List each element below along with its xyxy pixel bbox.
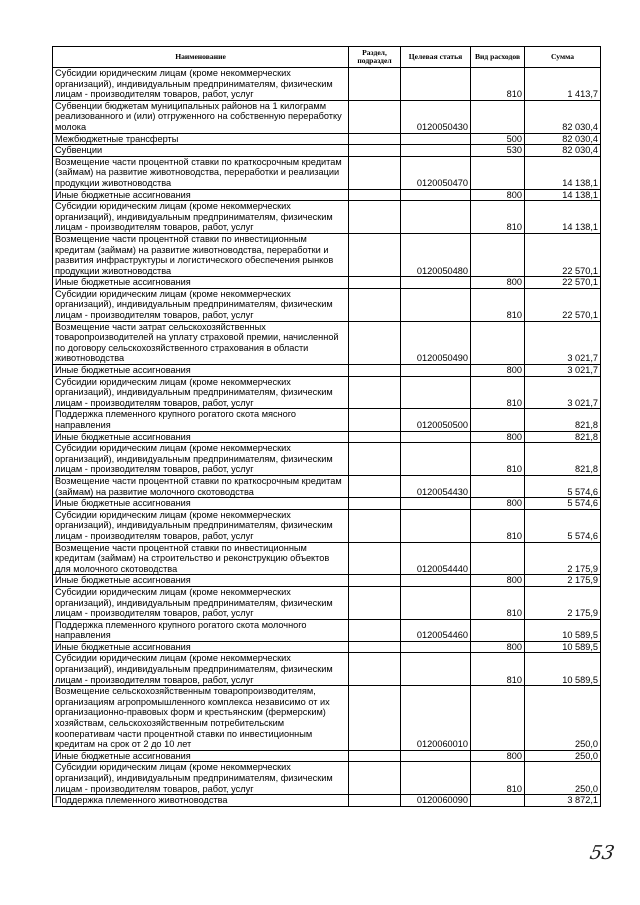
cell-sum: 821,8 <box>525 409 601 431</box>
cell-name: Субвенции бюджетам муниципальных районов на 1 килограмм реализованного и (или) отгруженного на собственную переработку молока <box>53 100 349 133</box>
cell-name: Возмещение части затрат сельскохозяйственных товаропроизводителей на уплату страховой премии, начисленной по договору сельскохозяйственного страхования в области животноводства <box>53 321 349 364</box>
cell-target <box>401 762 471 795</box>
cell-section <box>349 431 401 443</box>
cell-type: 800 <box>471 277 525 289</box>
cell-type: 800 <box>471 750 525 762</box>
cell-sum: 2 175,9 <box>525 542 601 575</box>
cell-name: Иные бюджетные ассигнования <box>53 575 349 587</box>
cell-type: 800 <box>471 365 525 377</box>
cell-name: Возмещение части процентной ставки по краткосрочным кредитам (займам) на развитие молочного скотоводства <box>53 475 349 497</box>
cell-name: Иные бюджетные ассигнования <box>53 365 349 377</box>
cell-name: Субсидии юридическим лицам (кроме некоммерческих организаций), индивидуальным предпринимателям, физическим лицам - производителям товаров, работ, услуг <box>53 376 349 409</box>
cell-name: Возмещение сельскохозяйственным товаропроизводителям, организациям агропромышленного комплекса независимо от их организационно-правовых форм и крестьянским (фермерским) хозяйствам, сельскохозяйственным потребительским кооперативам части процентной ставки по инвестиционным кредитам на срок от 2 до 10 лет <box>53 686 349 751</box>
table-row <box>53 575 601 587</box>
cell-target <box>401 277 471 289</box>
cell-sum: 82 030,4 <box>525 100 601 133</box>
cell-section <box>349 653 401 686</box>
cell-name: Межбюджетные трансферты <box>53 133 349 145</box>
cell-sum: 3 872,1 <box>525 795 601 807</box>
cell-section <box>349 68 401 101</box>
cell-section <box>349 542 401 575</box>
cell-name: Иные бюджетные ассигнования <box>53 431 349 443</box>
cell-type <box>471 795 525 807</box>
cell-type <box>471 409 525 431</box>
cell-sum: 5 574,6 <box>525 509 601 542</box>
cell-sum: 10 589,5 <box>525 641 601 653</box>
table-row <box>53 133 601 145</box>
cell-section <box>349 409 401 431</box>
table-row <box>53 100 601 133</box>
cell-section <box>349 145 401 157</box>
cell-target <box>401 201 471 234</box>
cell-target <box>401 145 471 157</box>
cell-target <box>401 641 471 653</box>
cell-name: Субсидии юридическим лицам (кроме некоммерческих организаций), индивидуальным предпринимателям, физическим лицам - производителям товаров, работ, услуг <box>53 653 349 686</box>
cell-section <box>349 443 401 476</box>
cell-sum: 3 021,7 <box>525 376 601 409</box>
table-row <box>53 277 601 289</box>
table-row <box>53 156 601 189</box>
cell-target <box>401 586 471 619</box>
cell-section <box>349 156 401 189</box>
cell-sum: 250,0 <box>525 750 601 762</box>
cell-sum: 82 030,4 <box>525 145 601 157</box>
cell-type: 810 <box>471 586 525 619</box>
cell-name: Субсидии юридическим лицам (кроме некоммерческих организаций), индивидуальным предпринимателям, физическим лицам - производителям товаров, работ, услуг <box>53 443 349 476</box>
cell-section <box>349 641 401 653</box>
cell-target: 0120050430 <box>401 100 471 133</box>
table-row <box>53 365 601 377</box>
cell-sum: 250,0 <box>525 686 601 751</box>
cell-sum: 22 570,1 <box>525 288 601 321</box>
table-body <box>53 68 601 807</box>
cell-section <box>349 762 401 795</box>
cell-section <box>349 321 401 364</box>
cell-sum: 22 570,1 <box>525 233 601 276</box>
table-header-row <box>53 47 601 68</box>
page-number: 53 <box>588 842 617 864</box>
cell-type <box>471 100 525 133</box>
cell-type <box>471 475 525 497</box>
cell-sum: 2 175,9 <box>525 575 601 587</box>
table-row <box>53 431 601 443</box>
cell-sum: 14 138,1 <box>525 189 601 201</box>
table-row <box>53 475 601 497</box>
cell-target: 0120060090 <box>401 795 471 807</box>
cell-name: Поддержка племенного крупного рогатого скота молочного направления <box>53 619 349 641</box>
cell-type: 800 <box>471 431 525 443</box>
cell-section <box>349 288 401 321</box>
cell-sum: 5 574,6 <box>525 475 601 497</box>
cell-type: 810 <box>471 443 525 476</box>
header-section: Раздел, подраздел <box>349 47 401 68</box>
cell-name: Иные бюджетные ассигнования <box>53 641 349 653</box>
table-row <box>53 443 601 476</box>
cell-target <box>401 498 471 510</box>
header-name: Наименование <box>53 47 349 68</box>
cell-sum: 14 138,1 <box>525 201 601 234</box>
cell-sum: 821,8 <box>525 443 601 476</box>
cell-target <box>401 509 471 542</box>
table-row <box>53 586 601 619</box>
table-row <box>53 762 601 795</box>
table-row <box>53 409 601 431</box>
table-row <box>53 189 601 201</box>
table-row <box>53 68 601 101</box>
header-type: Вид расходов <box>471 47 525 68</box>
table-row <box>53 288 601 321</box>
cell-target: 0120050500 <box>401 409 471 431</box>
cell-section <box>349 795 401 807</box>
cell-name: Субсидии юридическим лицам (кроме некоммерческих организаций), индивидуальным предпринимателям, физическим лицам - производителям товаров, работ, услуг <box>53 762 349 795</box>
cell-target <box>401 750 471 762</box>
cell-type: 500 <box>471 133 525 145</box>
cell-name: Субвенции <box>53 145 349 157</box>
table-row <box>53 641 601 653</box>
cell-sum: 82 030,4 <box>525 133 601 145</box>
cell-name: Иные бюджетные ассигнования <box>53 498 349 510</box>
cell-name: Субсидии юридическим лицам (кроме некоммерческих организаций), индивидуальным предпринимателям, физическим лицам - производителям товаров, работ, услуг <box>53 201 349 234</box>
cell-name: Иные бюджетные ассигнования <box>53 750 349 762</box>
cell-type <box>471 233 525 276</box>
cell-type <box>471 156 525 189</box>
cell-type <box>471 321 525 364</box>
cell-type: 810 <box>471 762 525 795</box>
cell-section <box>349 750 401 762</box>
cell-name: Субсидии юридическим лицам (кроме некоммерческих организаций), индивидуальным предпринимателям, физическим лицам - производителям товаров, работ, услуг <box>53 288 349 321</box>
cell-target: 0120054430 <box>401 475 471 497</box>
cell-target <box>401 376 471 409</box>
cell-type: 810 <box>471 376 525 409</box>
cell-section <box>349 233 401 276</box>
cell-target <box>401 288 471 321</box>
table-row <box>53 201 601 234</box>
cell-type: 800 <box>471 575 525 587</box>
table-row <box>53 795 601 807</box>
cell-target: 0120050480 <box>401 233 471 276</box>
cell-type <box>471 686 525 751</box>
cell-sum: 14 138,1 <box>525 156 601 189</box>
cell-sum: 250,0 <box>525 762 601 795</box>
table-row <box>53 233 601 276</box>
cell-name: Поддержка племенного крупного рогатого скота мясного направления <box>53 409 349 431</box>
cell-section <box>349 475 401 497</box>
cell-target <box>401 68 471 101</box>
cell-type: 810 <box>471 201 525 234</box>
cell-type: 800 <box>471 498 525 510</box>
cell-target: 0120060010 <box>401 686 471 751</box>
cell-sum: 821,8 <box>525 431 601 443</box>
cell-type <box>471 542 525 575</box>
cell-name: Субсидии юридическим лицам (кроме некоммерческих организаций), индивидуальным предпринимателям, физическим лицам - производителям товаров, работ, услуг <box>53 586 349 619</box>
cell-section <box>349 575 401 587</box>
budget-table <box>52 46 601 807</box>
cell-section <box>349 365 401 377</box>
table-row <box>53 498 601 510</box>
cell-name: Возмещение части процентной ставки по инвестиционным кредитам (займам) на строительство и реконструкцию объектов для молочного скотоводства <box>53 542 349 575</box>
table-row <box>53 376 601 409</box>
cell-type: 810 <box>471 653 525 686</box>
cell-target <box>401 443 471 476</box>
cell-sum: 22 570,1 <box>525 277 601 289</box>
cell-target <box>401 189 471 201</box>
cell-sum: 3 021,7 <box>525 321 601 364</box>
cell-sum: 2 175,9 <box>525 586 601 619</box>
table-row <box>53 321 601 364</box>
cell-name: Субсидии юридическим лицам (кроме некоммерческих организаций), индивидуальным предпринимателям, физическим лицам - производителям товаров, работ, услуг <box>53 509 349 542</box>
cell-target <box>401 575 471 587</box>
cell-section <box>349 277 401 289</box>
cell-sum: 1 413,7 <box>525 68 601 101</box>
cell-section <box>349 201 401 234</box>
table-row <box>53 653 601 686</box>
header-target: Целевая статья <box>401 47 471 68</box>
cell-name: Субсидии юридическим лицам (кроме некоммерческих организаций), индивидуальным предпринимателям, физическим лицам - производителям товаров, работ, услуг <box>53 68 349 101</box>
cell-target: 0120050490 <box>401 321 471 364</box>
table-row <box>53 686 601 751</box>
cell-target: 0120050470 <box>401 156 471 189</box>
cell-sum: 10 589,5 <box>525 653 601 686</box>
cell-sum: 10 589,5 <box>525 619 601 641</box>
cell-type: 810 <box>471 288 525 321</box>
cell-section <box>349 686 401 751</box>
table-row <box>53 145 601 157</box>
cell-section <box>349 586 401 619</box>
cell-section <box>349 189 401 201</box>
header-sum: Сумма <box>525 47 601 68</box>
cell-target: 0120054440 <box>401 542 471 575</box>
cell-target <box>401 653 471 686</box>
cell-section <box>349 509 401 542</box>
table-row <box>53 619 601 641</box>
cell-name: Возмещение части процентной ставки по инвестиционным кредитам (займам) на развитие животноводства, переработки и развития инфраструктуры и логистического обеспечения рынков продукции животноводства <box>53 233 349 276</box>
cell-type: 810 <box>471 68 525 101</box>
cell-type: 800 <box>471 189 525 201</box>
cell-section <box>349 498 401 510</box>
table-row <box>53 542 601 575</box>
cell-type <box>471 619 525 641</box>
cell-name: Возмещение части процентной ставки по краткосрочным кредитам (займам) на развитие животноводства, переработки и реализации продукции животноводства <box>53 156 349 189</box>
table-row <box>53 750 601 762</box>
cell-target <box>401 365 471 377</box>
cell-sum: 5 574,6 <box>525 498 601 510</box>
cell-type: 810 <box>471 509 525 542</box>
cell-type: 800 <box>471 641 525 653</box>
cell-sum: 3 021,7 <box>525 365 601 377</box>
cell-section <box>349 133 401 145</box>
cell-section <box>349 376 401 409</box>
cell-target <box>401 431 471 443</box>
cell-section <box>349 100 401 133</box>
cell-target: 0120054460 <box>401 619 471 641</box>
cell-name: Иные бюджетные ассигнования <box>53 277 349 289</box>
cell-section <box>349 619 401 641</box>
cell-type: 530 <box>471 145 525 157</box>
table-row <box>53 509 601 542</box>
cell-name: Поддержка племенного животноводства <box>53 795 349 807</box>
cell-target <box>401 133 471 145</box>
cell-name: Иные бюджетные ассигнования <box>53 189 349 201</box>
